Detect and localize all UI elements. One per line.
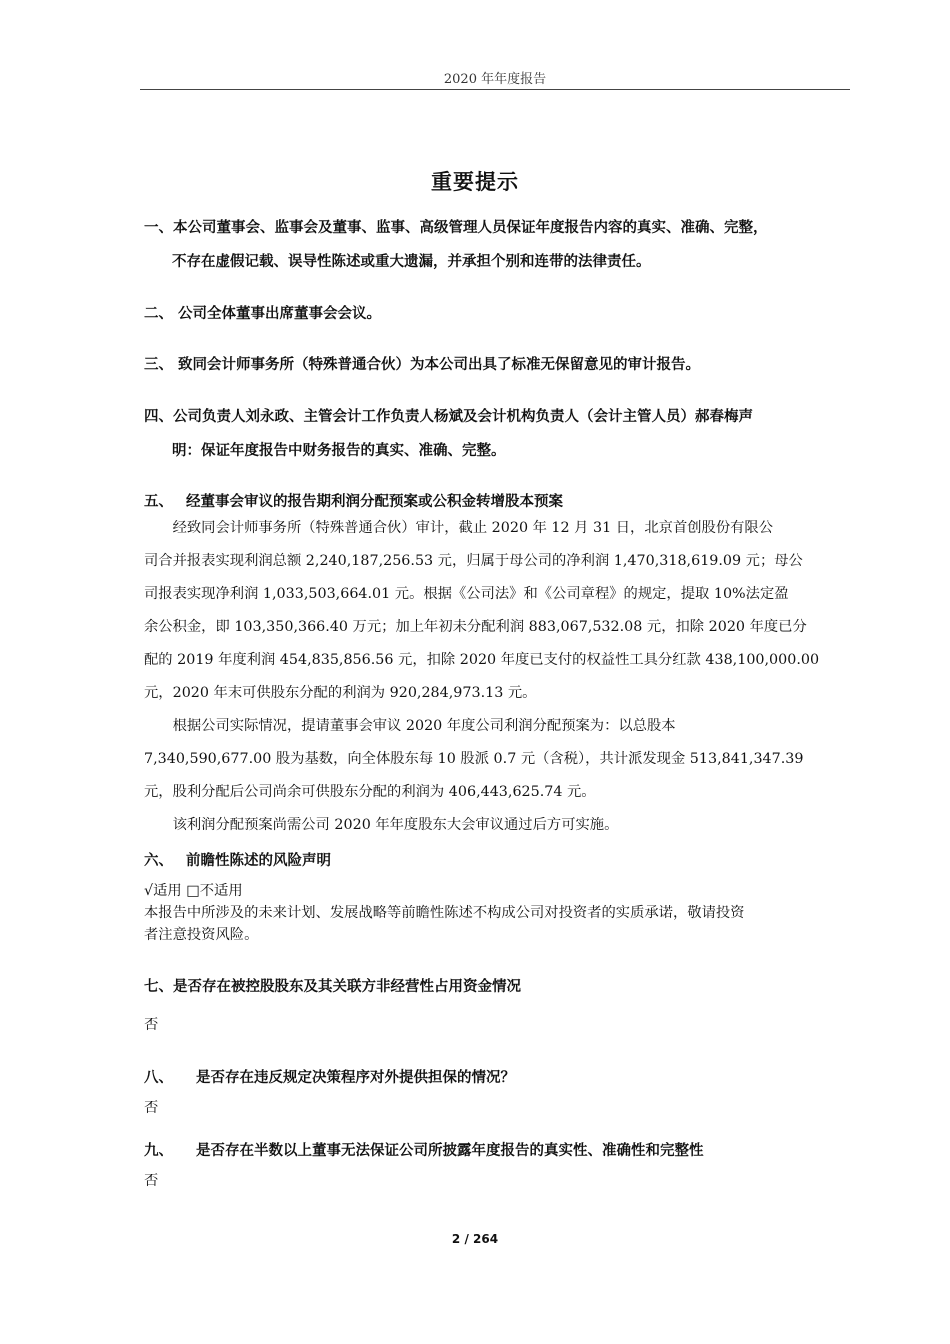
section-8-answer: 否 bbox=[144, 1100, 159, 1116]
section-9-title: 是否存在半数以上董事无法保证公司所披露年度报告的真实性、准确性和完整性 bbox=[196, 1143, 704, 1159]
section-8-title: 是否存在违反规定决策程序对外提供担保的情况？ bbox=[196, 1070, 515, 1086]
section-1-line1: 一、本公司董事会、监事会及董事、监事、高级管理人员保证年度报告内容的真实、准确、完整， bbox=[144, 220, 768, 236]
section-4-line1: 四、公司负责人刘永政、主管会计工作负责人杨斌及会计机构负责人（会计主管人员）郝春梅声 bbox=[144, 409, 753, 425]
page-number: 2 / 264 bbox=[451, 1232, 499, 1246]
section-3: 三、 致同会计师事务所（特殊普通合伙）为本公司出具了标准无保留意见的审计报告。 bbox=[144, 357, 701, 373]
section-5-heading bbox=[144, 490, 854, 511]
section-6-heading bbox=[144, 849, 854, 870]
section-8-heading bbox=[144, 1066, 854, 1087]
section-9-number: 九、 bbox=[144, 1143, 173, 1159]
section-6-text-line1: 本报告中所涉及的未来计划、发展战略等前瞻性陈述不构成公司对投资者的实质承诺，敬请投资 bbox=[144, 905, 745, 921]
section-6-number: 六、 bbox=[144, 853, 173, 869]
section-5-paragraph-1 bbox=[144, 512, 850, 710]
paragraph-line: 配的 2019 年度利润 454,835,856.56 元，扣除 2020 年度已支付的权益性工具分红款 438,100,000.00 bbox=[144, 652, 820, 668]
section-9-heading bbox=[144, 1139, 854, 1160]
paragraph-line: 司合并报表实现利润总额 2,240,187,256.53 元，归属于母公司的净利润 1,470,318,619.09 元；母公 bbox=[144, 553, 803, 569]
header-divider bbox=[140, 89, 850, 90]
applicability-checkbox-row: √适用 □不适用 bbox=[144, 883, 243, 899]
paragraph-line: 经致同会计师事务所（特殊普通合伙）审计，截止 2020 年 12 月 31 日，北京首创股份有限公 bbox=[144, 520, 774, 536]
section-6-title: 前瞻性陈述的风险声明 bbox=[186, 853, 331, 869]
paragraph-line: 根据公司实际情况，提请董事会审议 2020 年度公司利润分配预案为：以总股本 bbox=[144, 718, 676, 734]
paragraph-line: 司报表实现净利润 1,033,503,664.01 元。根据《公司法》和《公司章程》的规定，提取 10%法定盈 bbox=[144, 586, 789, 602]
section-5-paragraph-2 bbox=[144, 710, 850, 809]
section-7-answer: 否 bbox=[144, 1017, 159, 1033]
section-7-heading: 七、是否存在被控股股东及其关联方非经营性占用资金情况 bbox=[144, 979, 521, 995]
paragraph-line: 7,340,590,677.00 股为基数，向全体股东每 10 股派 0.7 元（含税），共计派发现金 513,841,347.39 bbox=[144, 751, 804, 767]
section-4-line2: 明：保证年度报告中财务报告的真实、准确、完整。 bbox=[172, 443, 506, 459]
section-6-text-line2: 者注意投资风险。 bbox=[144, 927, 259, 943]
section-8-number: 八、 bbox=[144, 1070, 173, 1086]
section-5-title: 经董事会审议的报告期利润分配预案或公积金转增股本预案 bbox=[186, 494, 563, 510]
paragraph-line: 该利润分配预案尚需公司 2020 年年度股东大会审议通过后方可实施。 bbox=[144, 817, 619, 833]
section-1-line2: 不存在虚假记载、误导性陈述或重大遗漏，并承担个别和连带的法律责任。 bbox=[172, 254, 651, 270]
section-5-number: 五、 bbox=[144, 494, 173, 510]
section-5-paragraph-3 bbox=[144, 809, 850, 842]
paragraph-line: 元，2020 年末可供股东分配的利润为 920,284,973.13 元。 bbox=[144, 685, 537, 701]
paragraph-line: 余公积金，即 103,350,366.40 万元；加上年初未分配利润 883,067,532.08 元，扣除 2020 年度已分 bbox=[144, 619, 807, 635]
page-title: 重要提示 bbox=[431, 170, 519, 194]
section-9-answer: 否 bbox=[144, 1173, 159, 1189]
paragraph-line: 元，股利分配后公司尚余可供股东分配的利润为 406,443,625.74 元。 bbox=[144, 784, 596, 800]
section-2: 二、 公司全体董事出席董事会会议。 bbox=[144, 306, 382, 322]
running-header: 2020 年年度报告 bbox=[443, 72, 547, 87]
